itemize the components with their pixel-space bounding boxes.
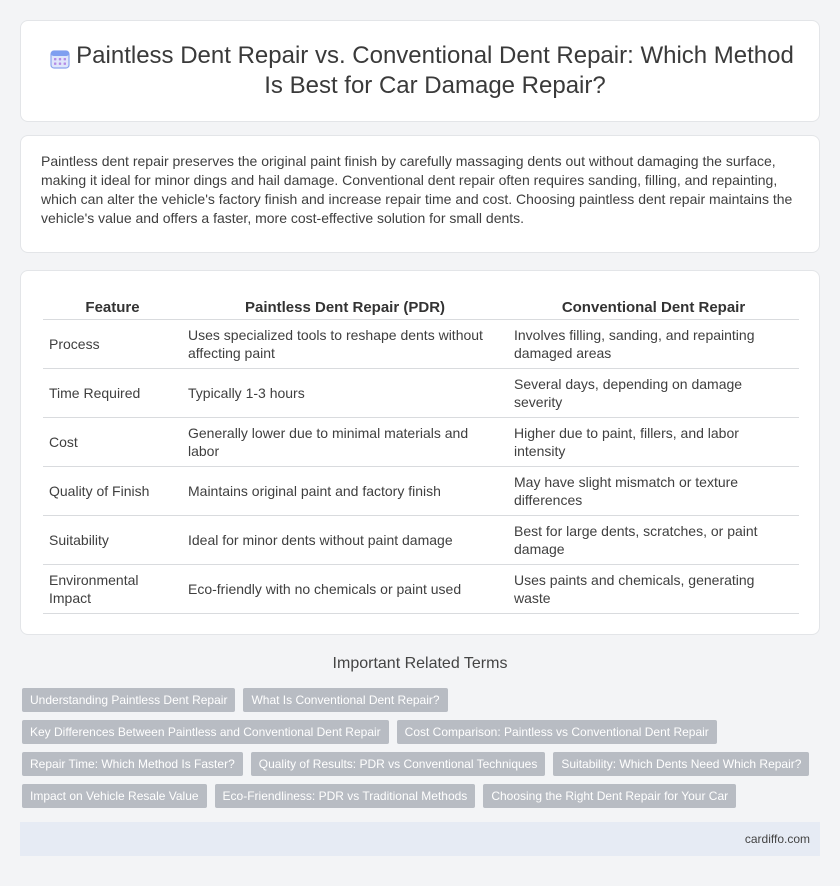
conventional-cell: Involves filling, sanding, and repainting damaged areas	[508, 319, 799, 368]
feature-cell: Process	[43, 319, 182, 368]
table-row	[43, 319, 799, 368]
related-term-tag[interactable]: Suitability: Which Dents Need Which Repair?	[553, 752, 809, 776]
page-title: Paintless Dent Repair vs. Conventional Dent Repair: Which Method Is Best for Car Damage Repair?	[76, 42, 794, 99]
table-row	[43, 417, 799, 466]
related-terms-list	[22, 688, 822, 808]
feature-cell: Time Required	[43, 368, 182, 417]
pdr-cell: Maintains original paint and factory finish	[182, 466, 508, 515]
related-term-tag[interactable]: Repair Time: Which Method Is Faster?	[22, 752, 243, 776]
feature-cell: Environmental Impact	[43, 564, 182, 613]
related-term-tag[interactable]: Eco-Friendliness: PDR vs Traditional Methods	[215, 784, 476, 808]
feature-cell: Suitability	[43, 515, 182, 564]
related-term-tag[interactable]: Quality of Results: PDR vs Conventional Techniques	[251, 752, 546, 776]
conventional-cell: Higher due to paint, fillers, and labor intensity	[508, 417, 799, 466]
comparison-card	[20, 270, 820, 635]
pdr-cell: Generally lower due to minimal materials and labor	[182, 417, 508, 466]
intro-card	[20, 135, 820, 253]
related-term-tag[interactable]: Key Differences Between Paintless and Conventional Dent Repair	[22, 720, 389, 744]
column-header-pdr: Paintless Dent Repair (PDR)	[182, 295, 508, 319]
table-row	[43, 466, 799, 515]
pdr-cell: Typically 1-3 hours	[182, 368, 508, 417]
related-terms-heading: Important Related Terms	[332, 655, 508, 672]
conventional-cell: May have slight mismatch or texture differences	[508, 466, 799, 515]
related-term-tag[interactable]: What Is Conventional Dent Repair?	[243, 688, 447, 712]
pdr-cell: Ideal for minor dents without paint damage	[182, 515, 508, 564]
related-term-tag[interactable]: Cost Comparison: Paintless vs Conventional Dent Repair	[397, 720, 717, 744]
feature-cell: Cost	[43, 417, 182, 466]
table-row	[43, 368, 799, 417]
column-header-feature: Feature	[43, 295, 182, 319]
table-header-row	[43, 295, 799, 319]
conventional-cell: Several days, depending on damage severity	[508, 368, 799, 417]
pdr-cell: Uses specialized tools to reshape dents without affecting paint	[182, 319, 508, 368]
conventional-cell: Best for large dents, scratches, or paint damage	[508, 515, 799, 564]
pdr-cell: Eco-friendly with no chemicals or paint used	[182, 564, 508, 613]
column-header-conventional: Conventional Dent Repair	[508, 295, 799, 319]
feature-cell: Quality of Finish	[43, 466, 182, 515]
comparison-table	[43, 295, 799, 614]
related-term-tag[interactable]: Understanding Paintless Dent Repair	[22, 688, 235, 712]
footer	[20, 822, 820, 856]
table-row	[43, 564, 799, 613]
table-row	[43, 515, 799, 564]
intro-paragraph: Paintless dent repair preserves the original paint finish by carefully massaging dents out without damaging the surface, making it ideal for minor dings and hail damage. Conventional dent repair often requires sanding, filling, and repainting, which can alter the vehicle's factory finish and increase repair time and cost. Choosing paintless dent repair maintains the vehicle's value and offers a faster, more cost-effective solution for small dents.	[41, 153, 793, 226]
header-card	[20, 20, 820, 122]
related-term-tag[interactable]: Impact on Vehicle Resale Value	[22, 784, 207, 808]
conventional-cell: Uses paints and chemicals, generating waste	[508, 564, 799, 613]
footer-site-link[interactable]: cardiffo.com	[744, 832, 810, 846]
related-term-tag[interactable]: Choosing the Right Dent Repair for Your Car	[483, 784, 736, 808]
